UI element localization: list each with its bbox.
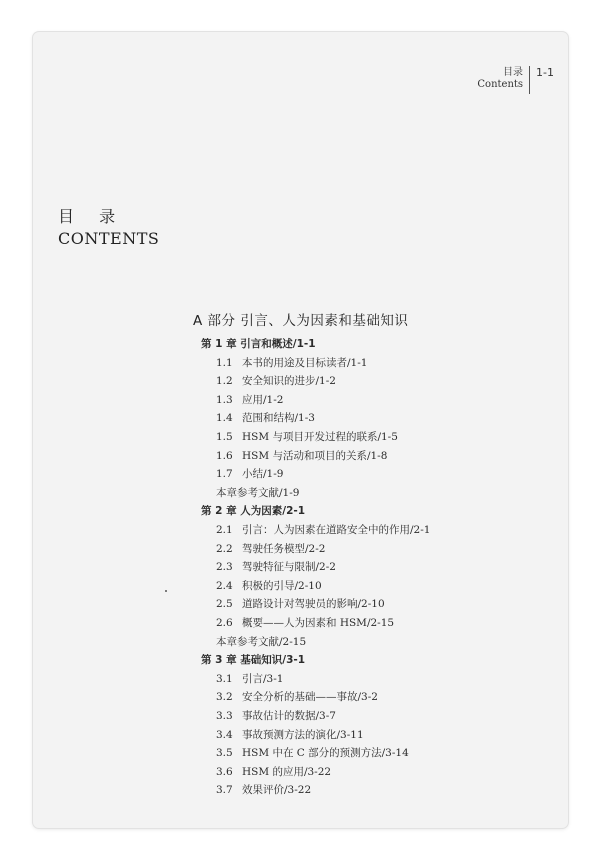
toc-section-title: 安全分析的基础——事故/3-2 — [242, 691, 378, 704]
toc-section-title: 积极的引导/2-10 — [242, 579, 322, 592]
toc-references: 本章参考文献/2-15 — [216, 635, 307, 648]
toc-section-number: 2.2 — [216, 542, 233, 555]
toc-section-number: 1.4 — [216, 412, 233, 425]
toc-section — [216, 540, 325, 558]
toc-section-number: 1.3 — [216, 393, 233, 406]
toc-chapter: 第 2 章 人为因素/2-1 — [201, 505, 306, 518]
toc-section-title: 本书的用途及目标读者/1-1 — [242, 356, 368, 369]
toc-section-number: 2.4 — [216, 579, 233, 592]
toc-title-cn: 目 录 — [58, 207, 126, 226]
toc-section-number: 3.5 — [216, 747, 233, 760]
toc-section-number: 1.6 — [216, 449, 233, 462]
toc-section — [216, 447, 387, 465]
toc-section-title: 概要——人为因素和 HSM/2-15 — [242, 617, 395, 629]
toc-section — [216, 688, 378, 706]
toc-section-number: 3.1 — [216, 672, 233, 685]
page-number: 1-1 — [536, 66, 554, 79]
toc-chapter: 第 1 章 引言和概述/1-1 — [201, 338, 316, 350]
toc-section-number: 3.2 — [216, 691, 233, 704]
toc-section-title: 安全知识的进步/1-2 — [242, 375, 336, 388]
toc-section — [216, 726, 364, 744]
toc-section-number: 1.1 — [216, 356, 233, 369]
toc-section — [216, 465, 283, 483]
toc-section-title: 范围和结构/1-3 — [242, 412, 315, 425]
toc-section — [216, 707, 336, 725]
toc-section-title: 事故预测方法的演化/3-11 — [242, 728, 364, 741]
running-head-title-en: Contents — [477, 79, 524, 90]
toc-section-title: 引言：人为因素在道路安全中的作用/2-1 — [242, 524, 431, 536]
toc-title — [58, 204, 159, 248]
toc-section — [216, 744, 409, 762]
toc-chapter: 第 3 章 基础知识/3-1 — [201, 654, 306, 667]
toc-section — [216, 670, 283, 688]
part-heading: A 部分 引言、人为因素和基础知识 — [193, 313, 409, 329]
running-head-title-cn: 目录 — [503, 67, 524, 78]
toc-section — [216, 558, 336, 576]
toc-section-title: 驾驶特征与限制/2-2 — [242, 561, 336, 574]
running-head — [477, 66, 554, 94]
toc-section-title: 引言/3-1 — [242, 672, 284, 685]
toc-section — [216, 595, 385, 613]
toc-section — [216, 409, 315, 427]
print-speck — [165, 590, 167, 592]
toc-section — [216, 354, 367, 372]
toc-section-number: 2.1 — [216, 524, 233, 536]
toc-section-number: 3.3 — [216, 710, 233, 722]
toc-section — [216, 781, 311, 799]
toc-section-title: 事故估计的数据/3-7 — [242, 710, 336, 722]
toc-section-number: 1.5 — [216, 431, 233, 443]
toc-section-number: 2.3 — [216, 561, 233, 574]
toc-section-number: 3.6 — [216, 765, 233, 778]
toc-section-title: HSM 与项目开发过程的联系/1-5 — [242, 431, 398, 443]
toc-section-title: 小结/1-9 — [242, 468, 284, 481]
toc-section — [216, 428, 398, 446]
toc-section — [216, 577, 322, 595]
toc-section — [216, 372, 336, 390]
toc-section — [216, 763, 331, 781]
toc-section-number: 2.6 — [216, 617, 233, 629]
toc-section-title: 驾驶任务模型/2-2 — [242, 542, 326, 555]
toc-section-number: 3.4 — [216, 728, 233, 741]
toc-references: 本章参考文献/1-9 — [216, 486, 300, 499]
toc-section-number: 3.7 — [216, 784, 233, 797]
toc-section-title: 效果评价/3-22 — [242, 784, 312, 797]
toc-section — [216, 391, 283, 409]
toc-section-title: HSM 的应用/3-22 — [242, 765, 332, 778]
toc-section-title: 道路设计对驾驶员的影响/2-10 — [242, 598, 385, 611]
toc-section-title: HSM 中在 C 部分的预测方法/3-14 — [242, 747, 409, 760]
toc-section-title: 应用/1-2 — [242, 393, 284, 406]
book-page — [33, 32, 568, 828]
toc-section — [216, 614, 394, 632]
toc-section-number: 1.2 — [216, 375, 233, 388]
toc-section-number: 2.5 — [216, 598, 233, 611]
toc-title-en: CONTENTS — [58, 229, 160, 248]
toc-section — [216, 521, 430, 539]
toc-section-number: 1.7 — [216, 468, 233, 481]
toc-section-title: HSM 与活动和项目的关系/1-8 — [242, 449, 388, 462]
